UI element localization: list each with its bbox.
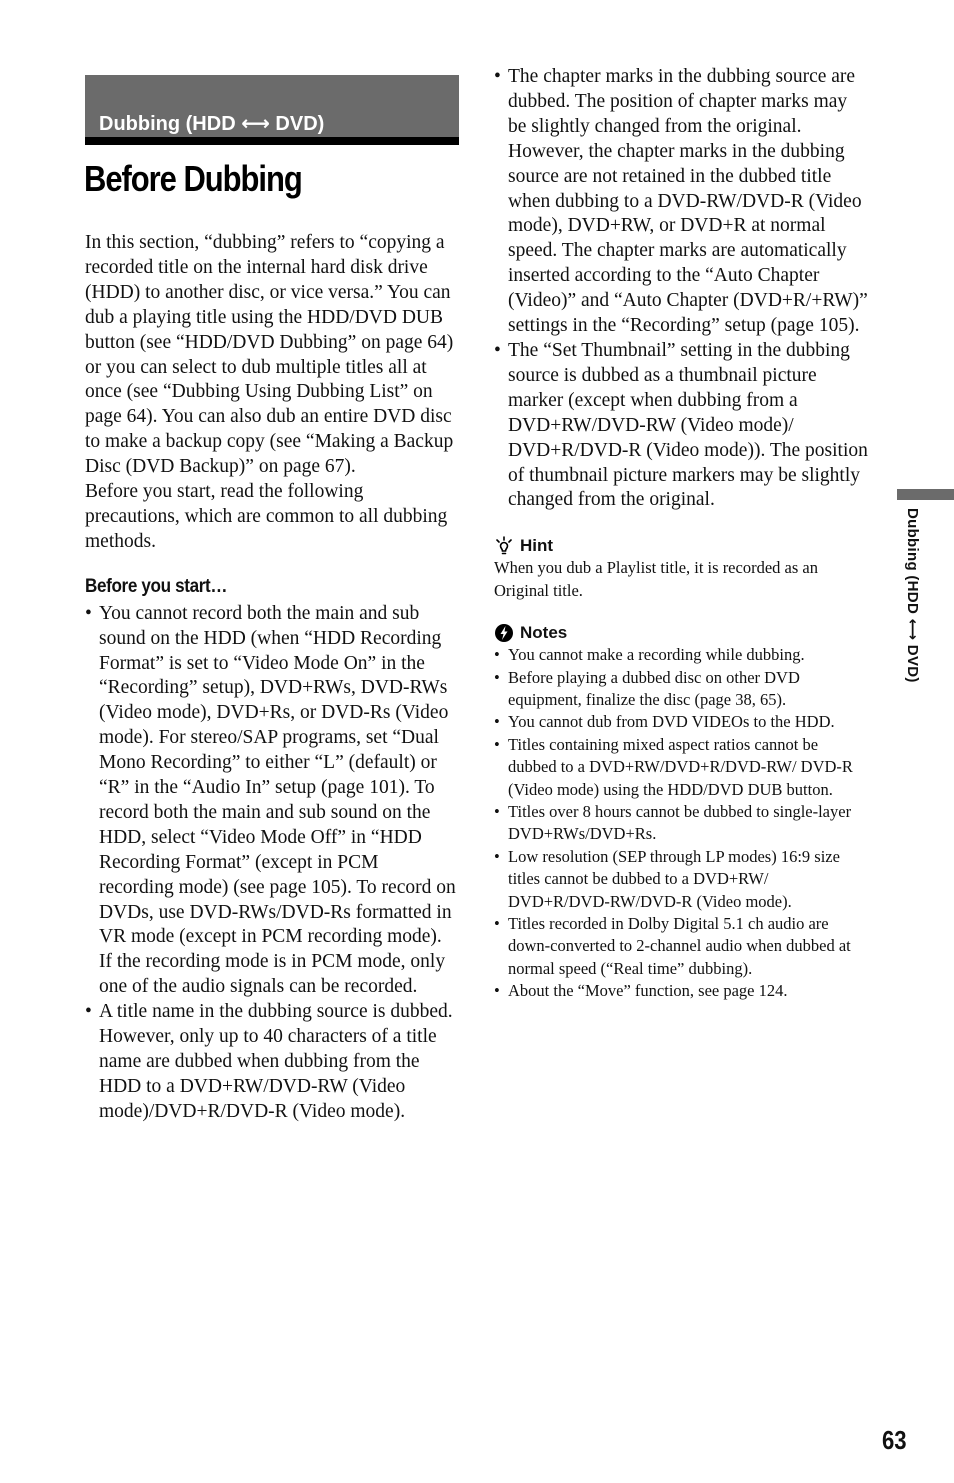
list-item: • The “Set Thumbnail” setting in the dubbing source is dubbed as a thumbnail picture marker (except when dubbing from a DVD+RW/DVD-RW (Video mode)/ DVD+R/DVD-R (Video mode)). The position of thumbnail picture markers may be slightly changed from the original. [494, 339, 868, 513]
hint-label: Hint [520, 536, 554, 556]
list-item: • Titles containing mixed aspect ratios cannot be dubbed to a DVD+RW/DVD+R/DVD-RW/ DVD-R (Video mode) using the HDD/DVD DUB button. [494, 734, 868, 801]
before-you-start-heading: Before you start… [85, 575, 228, 597]
hint-box [494, 535, 868, 602]
section-header-banner [85, 75, 459, 145]
intro-paragraph: In this section, “dubbing” refers to “copying a recorded title on the internal hard disk drive (HDD) to another disc, or vice versa.” You can dub a playing title using the HDD/DVD DUB button (see “HDD/DVD Dubbing” on page 64) or you can select to dub multiple titles all at once (see “Dubbing Using Dubbing List” on page 64). You can also dub an entire DVD disc to make a backup copy (see “Making a Backup Disc (DVD Backup)” on page 67). [85, 232, 454, 478]
page-number: 63 [882, 1425, 907, 1455]
intro-paragraph-2: Before you start, read the following precautions, which are common to all dubbing methods. [85, 481, 448, 552]
notes-icon [494, 623, 514, 643]
hint-heading [494, 535, 868, 557]
list-item: • You cannot record both the main and sub sound on the HDD (when “HDD Recording Format” is set to “Video Mode On” in the “Recording” setup), DVD+RWs, DVD-RWs (Video mode), DVD+Rs, or DVD-Rs (Video mode). For stereo/SAP programs, set “Dual Mono Recording” to either “L” (default) or “R” in the “Audio In” setup (page 101). To record both the main and sub sound on the HDD, select “Video Mode Off” in “HDD Recording Format” (except in PCM recording mode) (see page 105). To record on DVDs, use DVD-RWs/DVD-Rs formatted in VR mode (except in PCM recording mode). If the recording mode is in PCM mode, only one of the audio signals can be recorded. [85, 602, 457, 1001]
list-item: • You cannot make a recording while dubbing. [494, 644, 868, 666]
notes-box [494, 622, 868, 1003]
list-item: • You cannot dub from DVD VIDEOs to the HDD. [494, 711, 868, 733]
list-item: • Low resolution (SEP through LP modes) 16:9 size titles cannot be dubbed to a DVD+RW/ DVD+R/DVD-RW/DVD-R (Video mode). [494, 846, 868, 913]
page-title: Before Dubbing [84, 158, 302, 199]
precaution-list-continued [494, 65, 868, 513]
left-column [85, 231, 457, 1125]
list-item: • About the “Move” function, see page 124. [494, 980, 868, 1002]
notes-label: Notes [520, 623, 568, 643]
section-header-text: Dubbing (HDD ⟷ DVD) [99, 113, 325, 135]
list-item: • Titles recorded in Dolby Digital 5.1 ch audio are down-converted to 2-channel audio when dubbed at normal speed (“Real time” dubbing). [494, 913, 868, 980]
lightbulb-icon [494, 536, 514, 556]
side-tab-label: Dubbing (HDD ⟷ DVD) [904, 508, 921, 683]
precaution-list [85, 602, 457, 1125]
notes-heading [494, 622, 868, 644]
list-item: • Titles over 8 hours cannot be dubbed to single-layer DVD+RWs/DVD+Rs. [494, 801, 868, 846]
hint-text: When you dub a Playlist title, it is recorded as an Original title. [494, 558, 818, 600]
notes-list [494, 644, 868, 1003]
list-item: • The chapter marks in the dubbing source are dubbed. The position of chapter marks may be slightly changed from the original. However, the chapter marks in the dubbing source are not retained in the dubbed title when dubbing to a DVD-RW/DVD-R (Video mode), DVD+RW, or DVD+R at normal speed. The chapter marks are automatically inserted according to the “Auto Chapter (Video)” and “Auto Chapter (DVD+R/+RW)” settings in the “Recording” setup (page 105). [494, 65, 868, 339]
right-column [494, 65, 868, 1003]
side-tab-marker [897, 489, 954, 500]
list-item: • Before playing a dubbed disc on other DVD equipment, finalize the disc (page 38, 65). [494, 667, 868, 712]
list-item: • A title name in the dubbing source is dubbed. However, only up to 40 characters of a title name are dubbed when dubbing from the HDD to a DVD+RW/DVD-RW (Video mode)/DVD+R/DVD-R (Video mode). [85, 1000, 457, 1125]
